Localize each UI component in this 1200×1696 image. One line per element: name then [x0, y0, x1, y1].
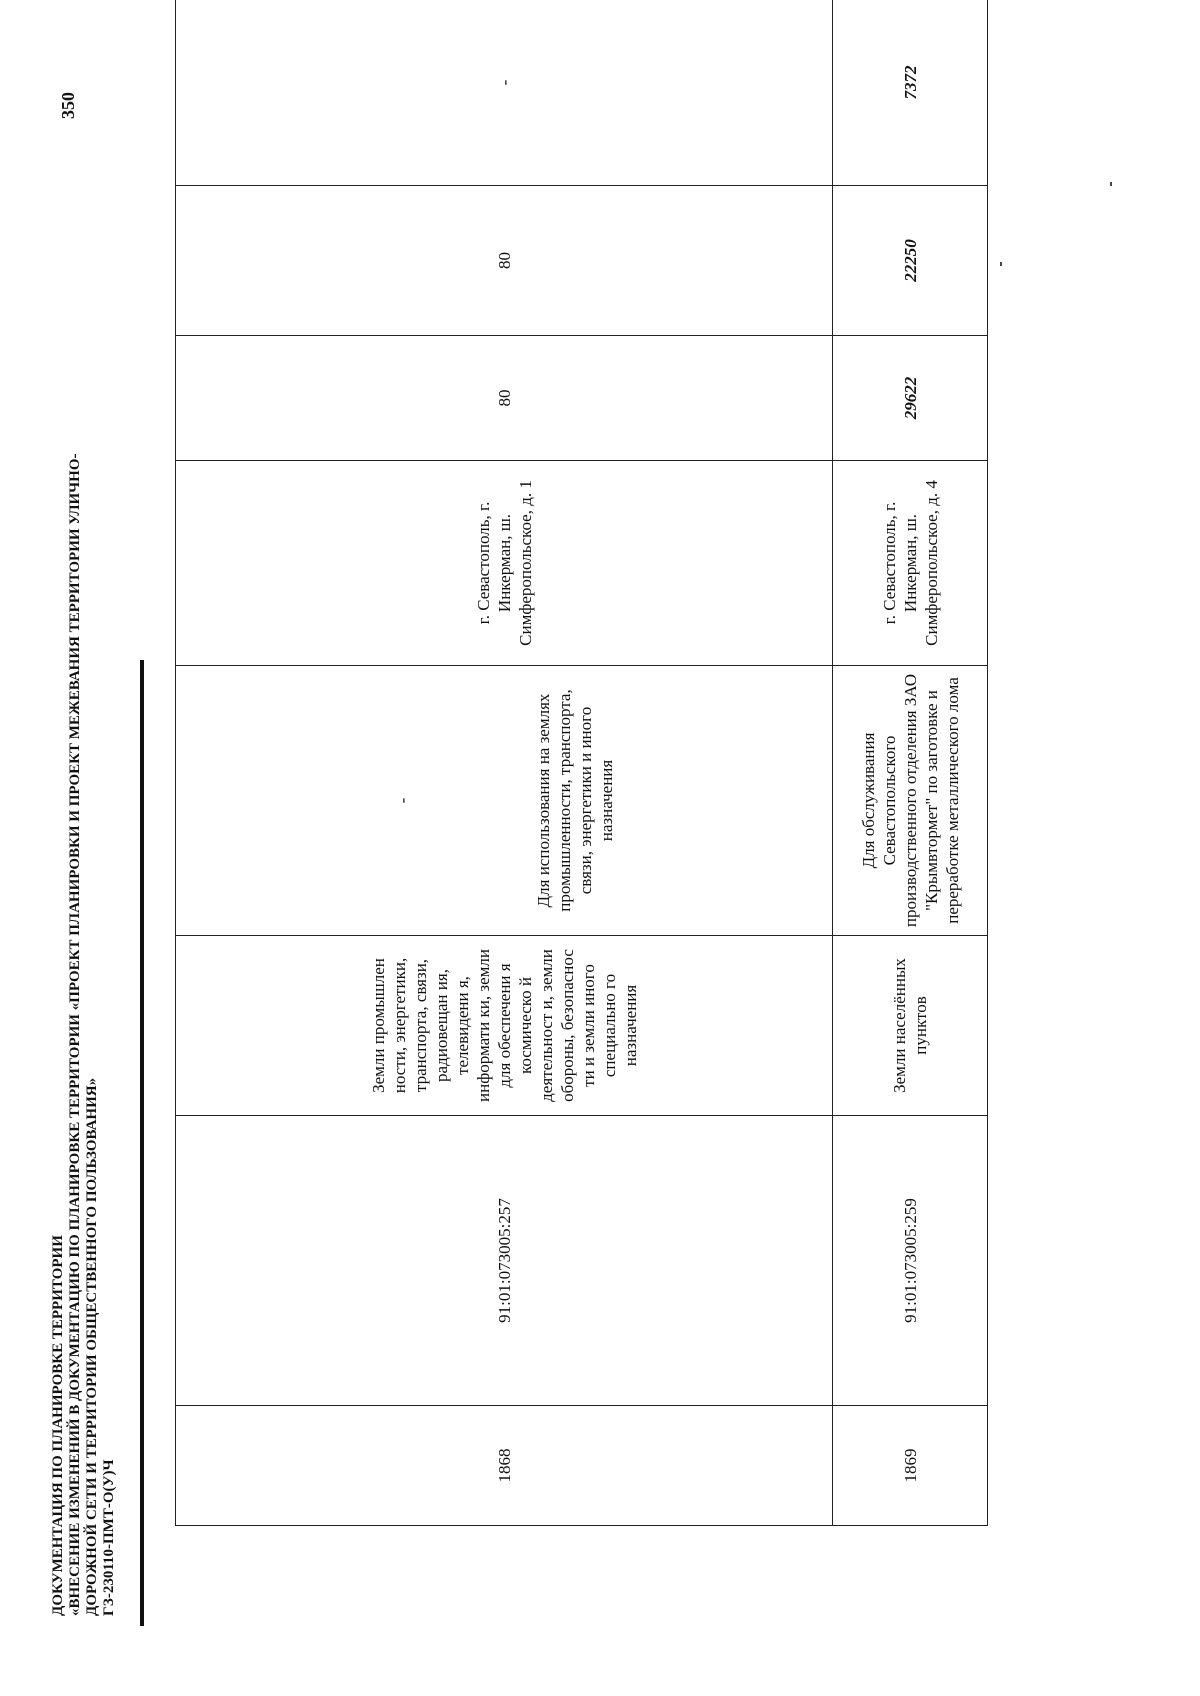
- permitted-use-text: Для использования на землях промышленности, транспорта, связи, энергетики и иного назначения: [533, 689, 616, 912]
- header-line-1: ДОКУМЕНТАЦИЯ ПО ПЛАНИРОВКЕ ТЕРРИТОРИИ: [50, 1235, 66, 1616]
- document-header: [50, 453, 118, 1616]
- area-total: 29622: [833, 336, 988, 461]
- cadastral-number: 91:01:073005:259: [833, 1116, 988, 1406]
- area-part: 22250: [833, 186, 988, 336]
- area-remainder: 7372: [833, 0, 988, 186]
- scan-speck: [1000, 262, 1002, 266]
- land-category: Земли промышлен ности, энергетики, транспорта, связи, радиовещан ия, телевидени я, информати ки, земли для обеспечени я космическо й деятельност и, земли обороны, безопаснос ти и земли иного специально го назначения: [176, 936, 833, 1116]
- address: г. Севастополь, г. Инкерман, ш. Симферопольское, д. 1: [176, 461, 833, 666]
- permitted-use: Для обслуживания Севастопольского производственного отделения ЗАО "Крымвтормет" по заготовке и переработке металлического лома: [833, 666, 988, 936]
- permitted-use: [176, 666, 833, 936]
- area-remainder: -: [176, 0, 833, 186]
- permitted-use-mark: -: [392, 797, 412, 804]
- row-number: 1868: [176, 1406, 833, 1526]
- land-plots-table: [175, 0, 988, 1526]
- area-total: 80: [176, 336, 833, 461]
- row-number: 1869: [833, 1406, 988, 1526]
- area-part: 80: [176, 186, 833, 336]
- header-line-4: ГЗ-230110-ПМТ-О(У)Ч: [101, 1459, 117, 1616]
- land-category: Земли населённых пунктов: [833, 936, 988, 1116]
- table-row: [176, 0, 833, 1526]
- scan-speck: [1110, 182, 1112, 186]
- cadastral-number: 91:01:073005:257: [176, 1116, 833, 1406]
- header-line-2: «ВНЕСЕНИЕ ИЗМЕНЕНИЙ В ДОКУМЕНТАЦИЮ ПО ПЛАНИРОВКЕ ТЕРРИТОРИИ «ПРОЕКТ ПЛАНИРОВКИ И ПРОЕКТ МЕЖЕВАНИЯ ТЕРРИТОРИИ УЛИЧНО-: [67, 453, 83, 1616]
- table-row: [833, 0, 988, 1526]
- page-number: 350: [58, 92, 78, 119]
- header-rule: [140, 660, 144, 1626]
- header-line-3: ДОРОЖНОЙ СЕТИ И ТЕРРИТОРИИ ОБЩЕСТВЕННОГО ПОЛЬЗОВАНИЯ»: [84, 1077, 100, 1616]
- address: г. Севастополь, г. Инкерман, ш. Симферопольское, д. 4: [833, 461, 988, 666]
